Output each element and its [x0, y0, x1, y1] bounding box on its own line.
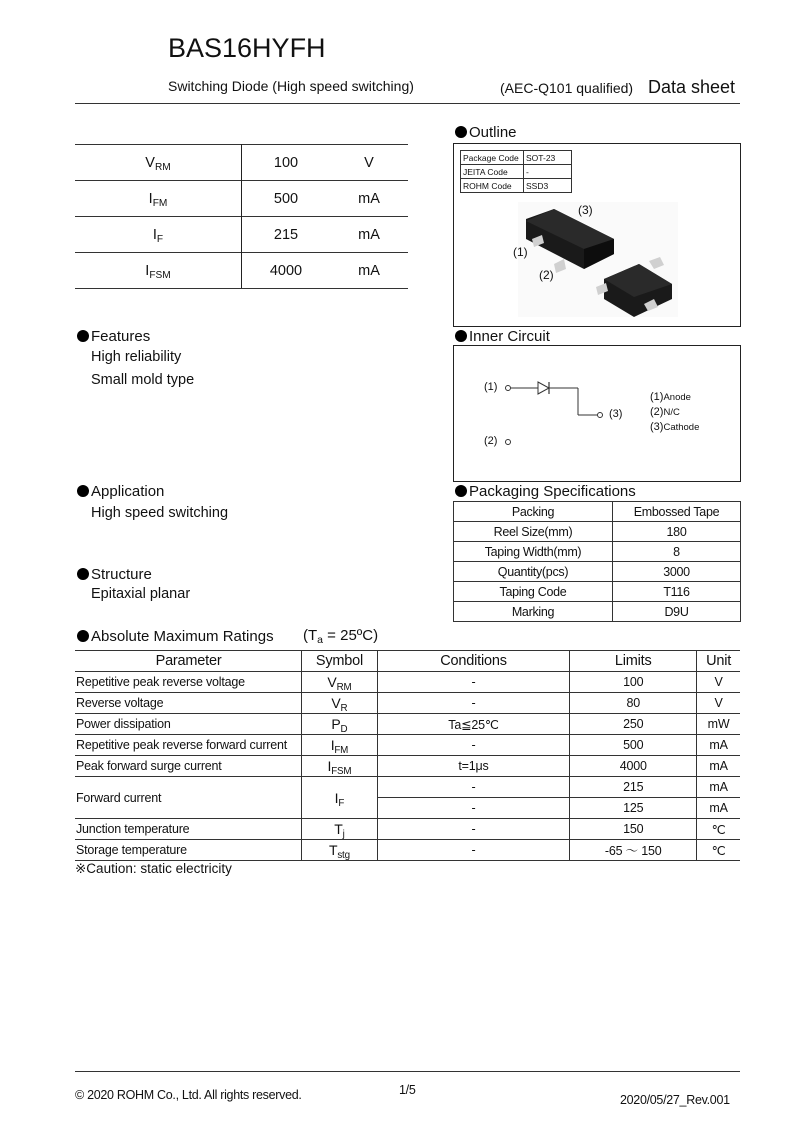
pin-legend-item: (3)Cathode — [650, 421, 700, 433]
packaging-heading: Packaging Specifications — [455, 483, 636, 500]
sot23-package-image — [504, 199, 684, 324]
pin-legend — [650, 390, 699, 435]
table-row: Quantity(pcs) 3000 — [454, 562, 741, 582]
spec-symbol: $I_{FM}$ — [75, 181, 242, 217]
table-row: Peak forward surge current $I_{FSM}$ t=1μs 4000 mA — [75, 756, 740, 777]
table-row — [75, 217, 408, 253]
spec-unit: mA — [330, 217, 408, 253]
table-row: Taping Code T116 — [454, 582, 741, 602]
code-value: - — [524, 165, 572, 179]
table-header-row: Parameter Symbol Conditions Limits Unit — [75, 651, 740, 672]
bullet-icon — [455, 485, 467, 497]
pin-label-2: (2) — [539, 268, 554, 282]
table-row — [75, 145, 408, 181]
table-row: Reverse voltage $V_R$ - 80 V — [75, 693, 740, 714]
code-key: ROHM Code — [461, 179, 524, 193]
spec-value: 215 — [242, 217, 331, 253]
key-specs-table — [75, 144, 408, 289]
header-divider — [75, 103, 740, 104]
application-heading: Application — [77, 483, 164, 500]
circuit-pin-1: (1) — [484, 381, 498, 393]
spec-symbol: $V_{RM}$ — [75, 145, 242, 181]
table-row: Repetitive peak reverse voltage $V_{RM}$ - 100 V — [75, 672, 740, 693]
spec-unit: mA — [330, 253, 408, 289]
pin-legend-item: (2)N/C — [650, 406, 680, 418]
table-row: Taping Width(mm) 8 — [454, 542, 741, 562]
package-code-table — [460, 150, 572, 193]
doc-type-label: Data sheet — [648, 77, 736, 97]
feature-item: High reliability — [91, 349, 182, 365]
table-row: Storage temperature $T_{stg}$ - -65 ～ 150 ℃ — [75, 840, 740, 861]
application-item: High speed switching — [91, 505, 229, 521]
structure-heading: Structure — [77, 566, 152, 583]
table-row: Packing Embossed Tape — [454, 502, 741, 522]
document-title: BAS16HYFH — [168, 33, 326, 63]
table-row — [75, 253, 408, 289]
spec-value: 100 — [242, 145, 331, 181]
spec-unit: V — [330, 145, 408, 181]
qualification-label: (AEC-Q101 qualified) — [500, 80, 634, 96]
table-row: Junction temperature $T_j$ - 150 ℃ — [75, 819, 740, 840]
code-value: SOT-23 — [524, 151, 572, 165]
bullet-icon — [77, 485, 89, 497]
bullet-icon — [77, 330, 89, 342]
spec-symbol: $I_F$ — [75, 217, 242, 253]
abs-max-table — [75, 650, 740, 861]
caution-note: ※Caution: static electricity — [75, 861, 232, 876]
table-row: Power dissipation $P_D$ Ta≦25℃ 250 mW — [75, 714, 740, 735]
spec-value: 500 — [242, 181, 331, 217]
code-value: SSD3 — [524, 179, 572, 193]
table-row: - 125 mA — [75, 798, 740, 819]
circuit-pin-3: (3) — [609, 408, 623, 420]
abs-max-heading: Absolute Maximum Ratings — [77, 628, 274, 645]
spec-symbol: $I_{FSM}$ — [75, 253, 242, 289]
table-row — [461, 151, 572, 165]
circuit-pin-2: (2) — [484, 435, 498, 447]
spec-value: 4000 — [242, 253, 331, 289]
footer-divider — [75, 1071, 740, 1072]
bullet-icon — [455, 126, 467, 138]
bullet-icon — [77, 568, 89, 580]
abs-max-condition: ($T_a$ = 25ºC) — [303, 627, 379, 646]
table-row: Forward current $I_F$ - 215 mA — [75, 777, 740, 798]
spec-unit: mA — [330, 181, 408, 217]
copyright-text: © 2020 ROHM Co., Ltd. All rights reserved. — [75, 1088, 302, 1102]
structure-item: Epitaxial planar — [91, 586, 191, 602]
pin-label-1: (1) — [513, 245, 528, 259]
table-row: Reel Size(mm) 180 — [454, 522, 741, 542]
feature-item: Small mold type — [91, 372, 195, 388]
code-key: Package Code — [461, 151, 524, 165]
features-heading: Features — [77, 328, 150, 345]
table-row: Marking D9U — [454, 602, 741, 622]
document-subtitle: Switching Diode (High speed switching) — [168, 78, 414, 94]
table-row — [461, 165, 572, 179]
code-key: JEITA Code — [461, 165, 524, 179]
bullet-icon — [455, 330, 467, 342]
table-row — [461, 179, 572, 193]
bullet-icon — [77, 630, 89, 642]
page-number: 1/5 — [399, 1083, 416, 1097]
pin-label-3: (3) — [578, 203, 593, 217]
table-row — [75, 181, 408, 217]
revision-text: 2020/05/27_Rev.001 — [620, 1093, 730, 1107]
outline-box — [453, 143, 741, 327]
inner-circuit-heading: Inner Circuit — [455, 328, 550, 345]
pin-legend-item: (1)Anode — [650, 391, 691, 403]
table-row: Repetitive peak reverse forward current $I_{FM}$ - 500 mA — [75, 735, 740, 756]
packaging-table — [453, 501, 741, 622]
inner-circuit-box — [453, 345, 741, 482]
outline-heading: Outline — [455, 124, 517, 141]
